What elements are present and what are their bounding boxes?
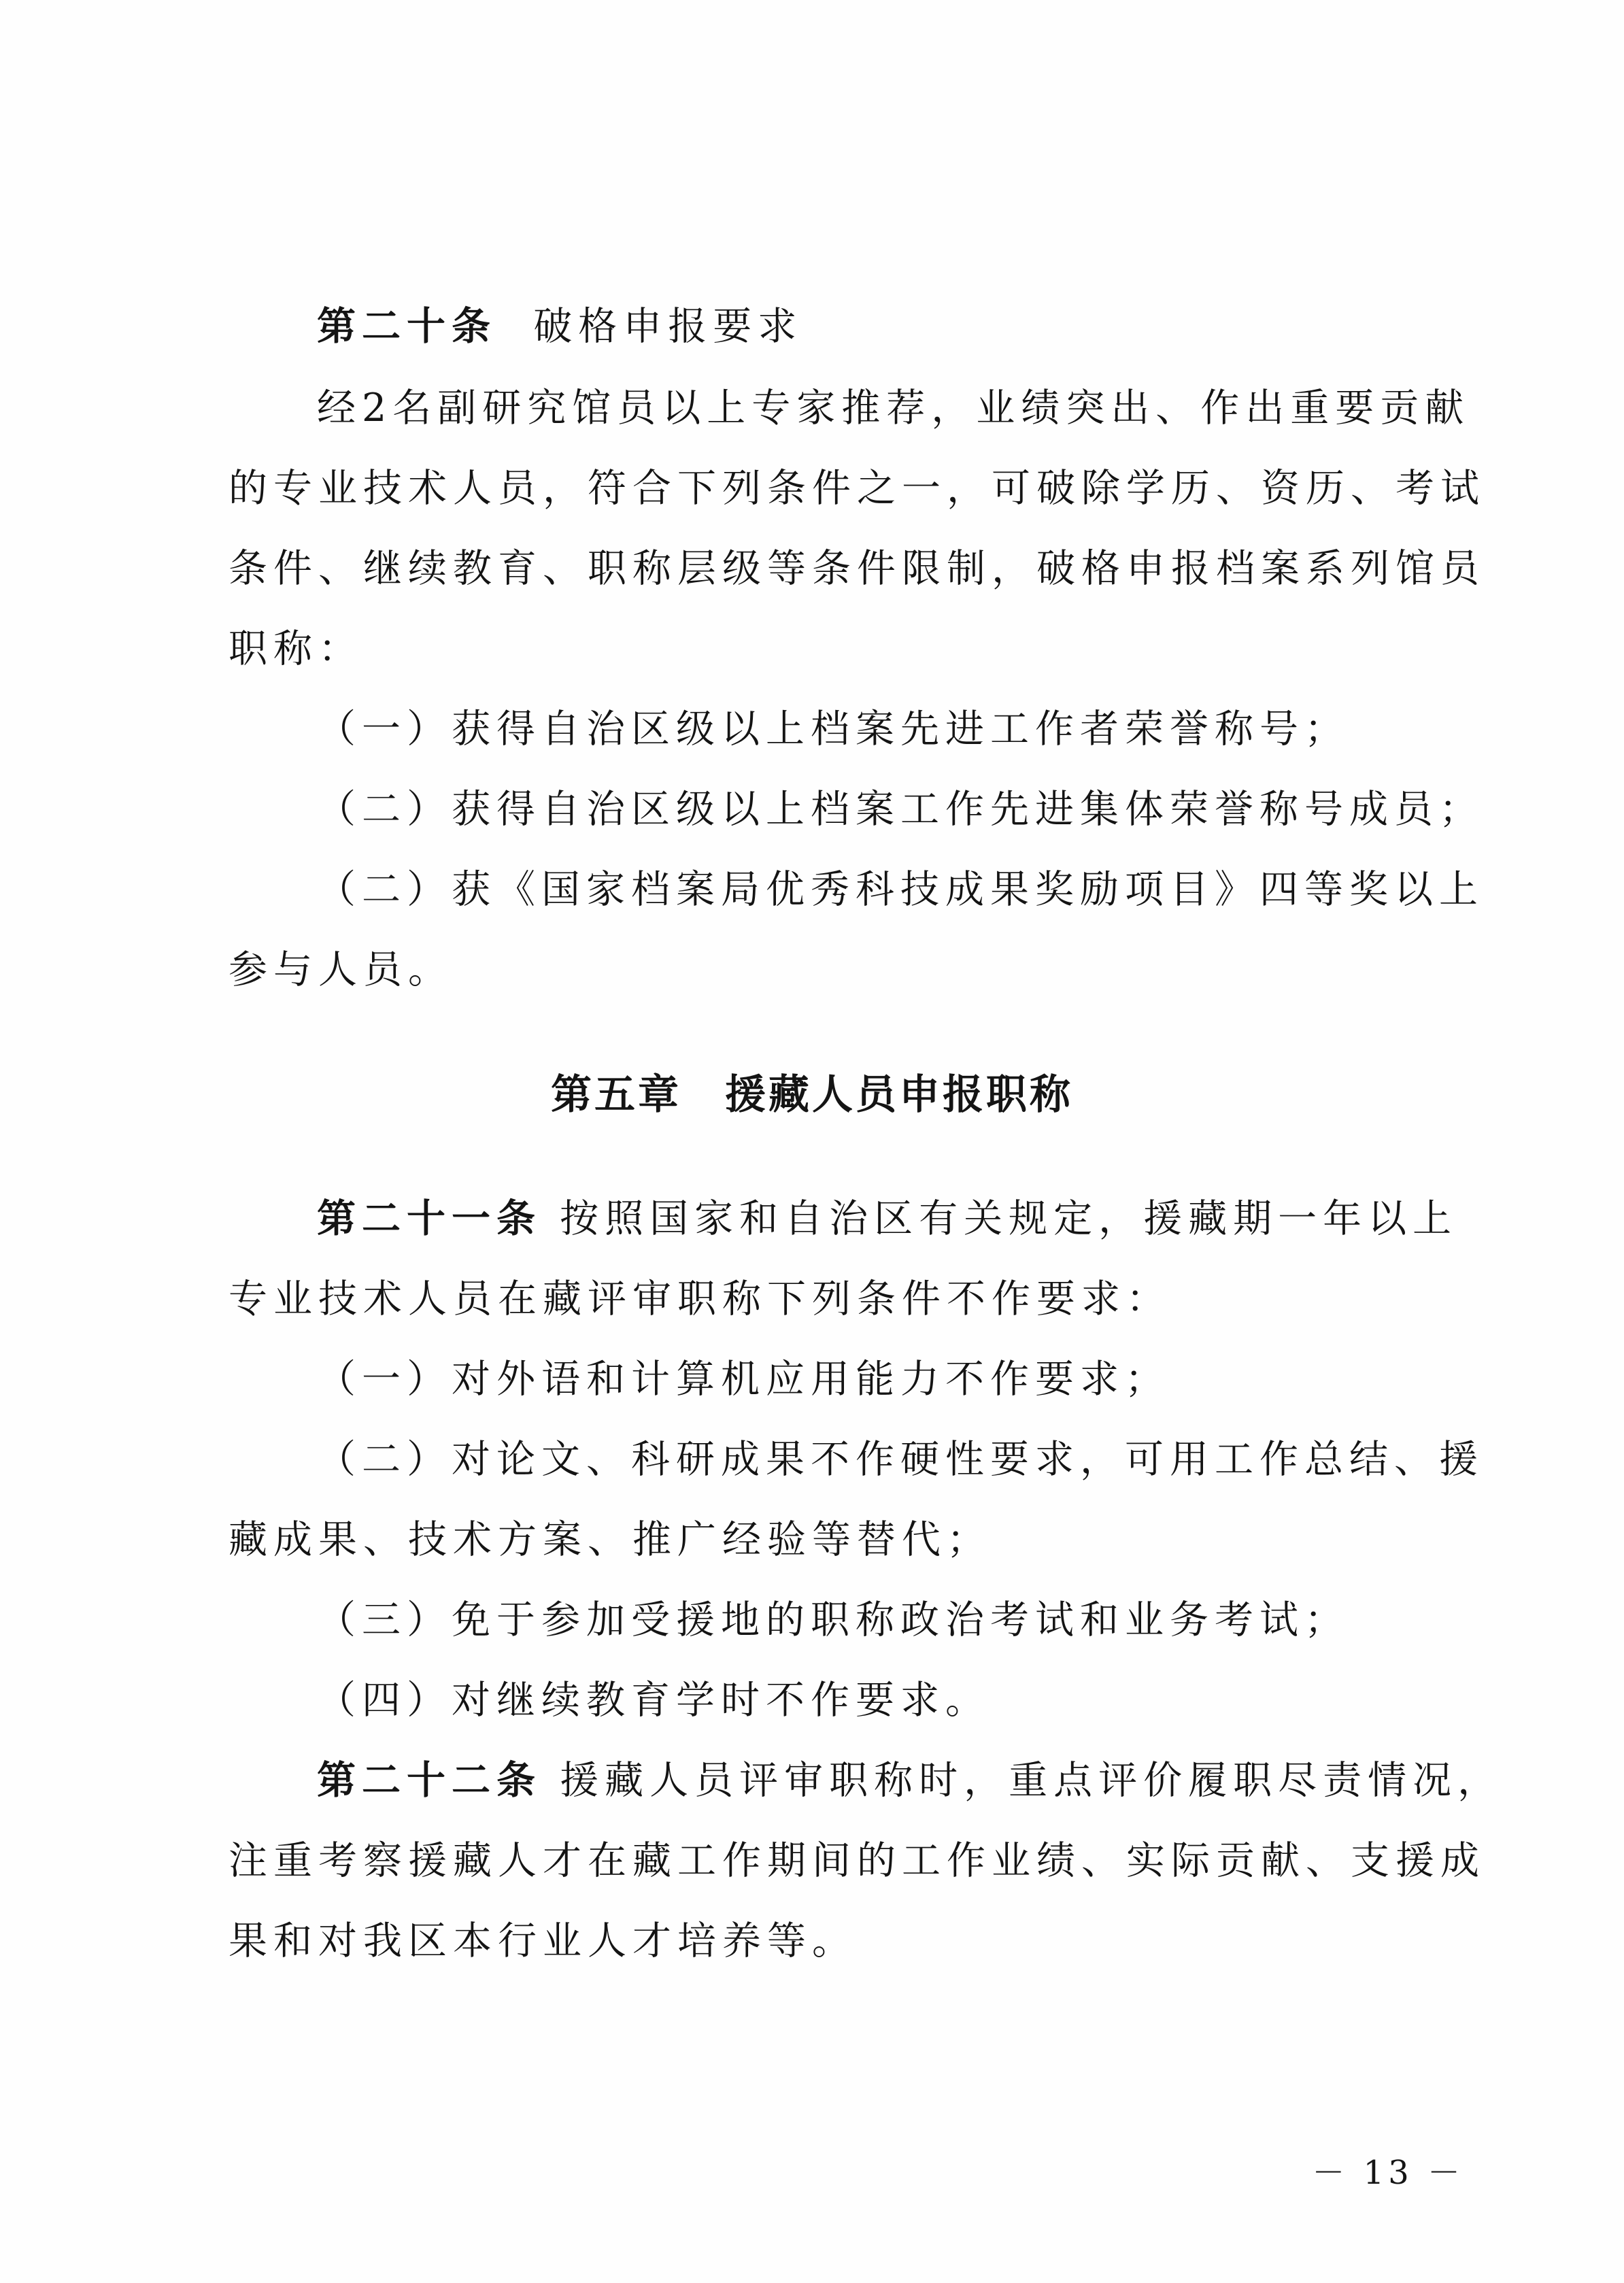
article-20-body-line-1: 经2名副研究馆员以上专家推荐，业绩突出、作出重要贡献	[317, 386, 1470, 430]
article-21-item-2: （二）对论文、科研成果不作硬性要求，可用工作总结、援	[317, 1437, 1484, 1482]
article-20-body-line-3: 条件、继续教育、职称层级等条件限制，破格申报档案系列馆员	[229, 546, 1485, 591]
article-21-second-line: 专业技术人员在藏评审职称下列条件不作要求：	[229, 1276, 1171, 1321]
article-20-item-2: （二）获得自治区级以上档案工作先进集体荣誉称号成员；	[317, 787, 1484, 832]
article-21-item-3: （三）免于参加受援地的职称政治考试和业务考试；	[317, 1597, 1349, 1642]
article-20-title: 破格申报要求	[533, 304, 803, 349]
page-number: － 13 －	[1312, 2154, 1464, 2192]
article-21-item-1: （一）对外语和计算机应用能力不作要求；	[317, 1357, 1170, 1402]
article-21-item-4: （四）对继续教育学时不作要求。	[317, 1678, 990, 1723]
article-20-heading: 第二十条	[317, 304, 496, 349]
article-20-item-1: （一）获得自治区级以上档案先进工作者荣誉称号；	[317, 707, 1349, 751]
article-21-item-2-continued: 藏成果、技术方案、推广经验等替代；	[229, 1517, 992, 1562]
chapter-title: 第五章 援藏人员申报职称	[551, 1071, 1073, 1119]
article-21-heading-line	[317, 1191, 1466, 1246]
article-22-line-3: 果和对我区本行业人才培养等。	[229, 1918, 857, 1963]
article-20-item-3: （二）获《国家档案局优秀科技成果奖励项目》四等奖以上	[317, 867, 1484, 912]
article-20-heading-line	[317, 299, 1466, 354]
article-20-item-3-continued: 参与人员。	[229, 947, 453, 992]
article-21-heading: 第二十一条	[317, 1196, 541, 1241]
article-20-body-line-4: 职称：	[229, 626, 363, 671]
article-22-heading: 第二十二条	[317, 1758, 541, 1803]
article-22-heading-line	[317, 1753, 1503, 1808]
article-20-body-line-2: 的专业技术人员，符合下列条件之一，可破除学历、资历、考试	[229, 466, 1485, 511]
article-21-first-line: 按照国家和自治区有关规定，援藏期一年以上	[560, 1196, 1458, 1241]
article-22-line-2: 注重考察援藏人才在藏工作期间的工作业绩、实际贡献、支援成	[229, 1838, 1485, 1883]
article-22-first-line: 援藏人员评审职称时，重点评价履职尽责情况，	[560, 1758, 1503, 1803]
